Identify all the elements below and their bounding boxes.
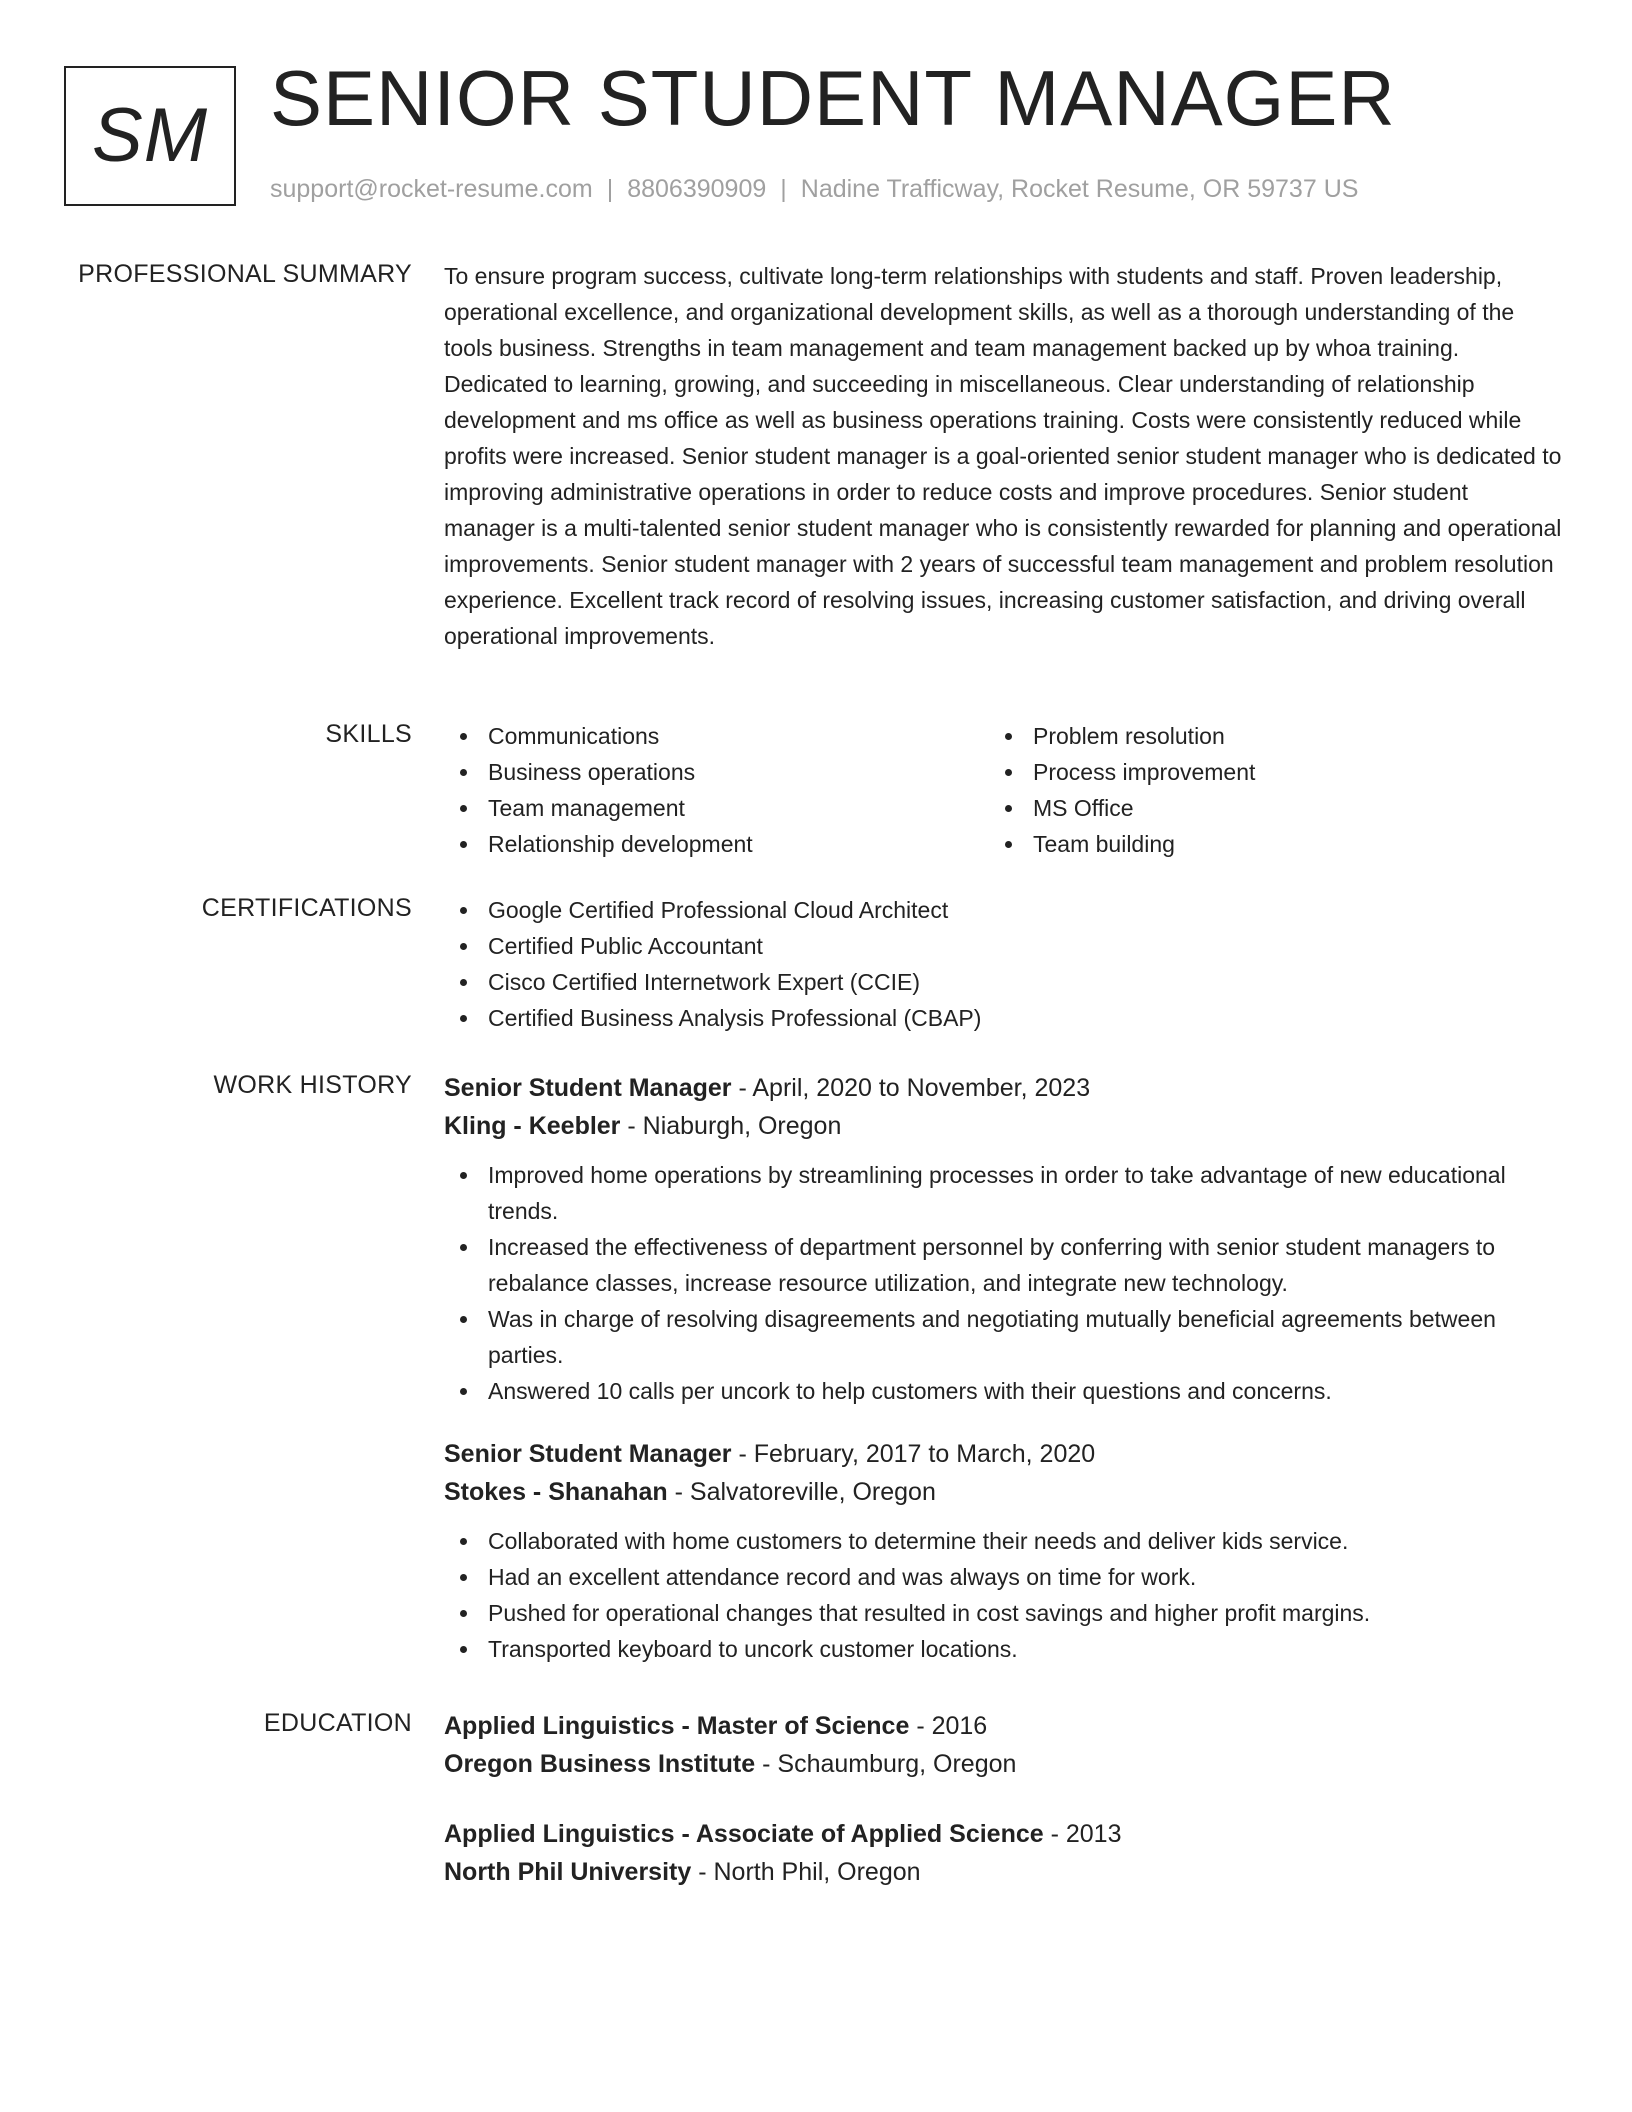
list-item: Certified Public Accountant (444, 928, 1564, 964)
list-item: Answered 10 calls per uncork to help customers with their questions and concerns. (444, 1373, 1564, 1409)
job-company-line (444, 1473, 1564, 1511)
list-item: Communications (444, 718, 989, 754)
skills-columns (444, 718, 1564, 862)
list-item: Process improvement (989, 754, 1534, 790)
skills-heading: SKILLS (325, 720, 412, 748)
list-item: Certified Business Analysis Professional (CBAP) (444, 1000, 1564, 1036)
education-school: Oregon Business Institute (444, 1750, 756, 1778)
education-location: - Schaumburg, Oregon (755, 1750, 1017, 1778)
job-company: Stokes - Shanahan (444, 1478, 668, 1506)
list-item: Business operations (444, 754, 989, 790)
summary-heading: PROFESSIONAL SUMMARY (78, 260, 412, 288)
list-item: Had an excellent attendance record and was always on time for work. (444, 1559, 1564, 1595)
skills-body (444, 718, 1564, 862)
list-item: Team building (989, 826, 1534, 862)
skills-list-right (989, 718, 1534, 862)
monogram-box (64, 66, 236, 206)
job-dates: - April, 2020 to November, 2023 (731, 1074, 1091, 1102)
certifications-body (444, 892, 1564, 1036)
monogram-initials: SM (92, 93, 208, 178)
job-dates: - February, 2017 to March, 2020 (731, 1440, 1096, 1468)
education-degree-line (444, 1707, 1564, 1745)
work-history-heading: WORK HISTORY (213, 1071, 412, 1099)
list-item: MS Office (989, 790, 1534, 826)
summary-body (444, 258, 1564, 654)
list-item: Problem resolution (989, 718, 1534, 754)
list-item: Google Certified Professional Cloud Architect (444, 892, 1564, 928)
contact-separator: | (606, 175, 614, 203)
job-bullets (444, 1157, 1564, 1409)
list-item: Pushed for operational changes that resulted in cost savings and higher profit margins. (444, 1595, 1564, 1631)
job-location: - Niaburgh, Oregon (620, 1112, 842, 1140)
list-item: Increased the effectiveness of department personnel by conferring with senior student managers to rebalance classes, increase resource utilization, and integrate new technology. (444, 1229, 1564, 1301)
education-body (444, 1707, 1564, 1891)
contact-line (270, 174, 1358, 204)
job-entry (444, 1435, 1564, 1667)
summary-text: To ensure program success, cultivate long-term relationships with students and staff. Proven leadership, operational excellence, and organizational development skills, as well as a thorough understanding of the tools business. Strengths in team management and team management backed up by whoa training. Dedicated to learning, growing, and succeeding in miscellaneous. Clear understanding of relationship development and ms office as well as business operations training. Costs were consistently reduced while profits were increased. Senior student manager is a goal-oriented senior student manager who is dedicated to improving administrative operations in order to reduce costs and improve procedures. Senior student manager is a multi-talented senior student manager who is consistently rewarded for planning and operational improvements. Senior student manager with 2 years of successful team management and problem resolution experience. Excellent track record of resolving issues, increasing customer satisfaction, and driving overall operational improvements. (444, 263, 1562, 649)
job-entry (444, 1069, 1564, 1409)
list-item: Transported keyboard to uncork customer locations. (444, 1631, 1564, 1667)
job-title-line (444, 1435, 1564, 1473)
education-entry (444, 1815, 1564, 1891)
work-history-body (444, 1069, 1564, 1667)
education-degree-line (444, 1815, 1564, 1853)
job-title: Senior Student Manager (444, 1074, 732, 1102)
education-school-line (444, 1745, 1564, 1783)
contact-phone: 8806390909 (627, 175, 767, 203)
candidate-name: SENIOR STUDENT MANAGER (270, 54, 1396, 142)
list-item: Improved home operations by streamlining processes in order to take advantage of new educational trends. (444, 1157, 1564, 1229)
job-title-line (444, 1069, 1564, 1107)
list-item: Relationship development (444, 826, 989, 862)
contact-separator: | (780, 175, 787, 203)
education-year: - 2016 (909, 1712, 988, 1740)
job-location: - Salvatoreville, Oregon (667, 1478, 936, 1506)
list-item: Collaborated with home customers to determine their needs and deliver kids service. (444, 1523, 1564, 1559)
education-school-line (444, 1853, 1564, 1891)
education-heading: EDUCATION (263, 1709, 412, 1737)
job-company: Kling - Keebler (444, 1112, 621, 1140)
certifications-heading: CERTIFICATIONS (201, 894, 412, 922)
job-bullets (444, 1523, 1564, 1667)
list-item: Team management (444, 790, 989, 826)
list-item: Cisco Certified Internetwork Expert (CCIE) (444, 964, 1564, 1000)
education-entry (444, 1707, 1564, 1783)
education-degree: Applied Linguistics - Associate of Applied Science (444, 1820, 1044, 1848)
contact-email: support@rocket-resume.com (270, 175, 593, 203)
list-item: Was in charge of resolving disagreements and negotiating mutually beneficial agreements between parties. (444, 1301, 1564, 1373)
contact-address: Nadine Trafficway, Rocket Resume, OR 59737 US (800, 175, 1359, 203)
education-degree: Applied Linguistics - Master of Science (444, 1712, 910, 1740)
education-location: - North Phil, Oregon (691, 1858, 921, 1886)
job-company-line (444, 1107, 1564, 1145)
job-title: Senior Student Manager (444, 1440, 732, 1468)
education-year: - 2013 (1043, 1820, 1122, 1848)
education-school: North Phil University (444, 1858, 692, 1886)
skills-list-left (444, 718, 989, 862)
certifications-list (444, 892, 1564, 1036)
